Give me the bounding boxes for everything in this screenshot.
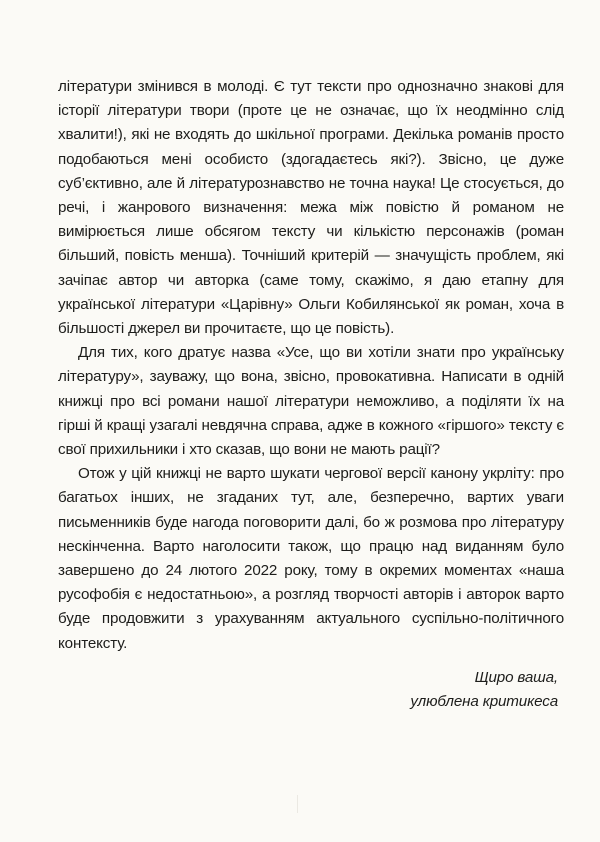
paragraph-3: Отож у цій книжці не варто шукати чергової версії канону укрліту: про багатьох інших, не згаданих тут, але, безперечно, вартих уваги письменників буде нагода поговорити далі, бо ж розмова про літературу нескінченна. Варто наголосити також, що працю над виданням було завершено до 24 лютого 2022 року, тому в окремих моментах «наша русофобія є недостатньою», а розгляд творчості авторів і авторок варто буде продовжити з урахуванням актуального суспільно-політичного контексту. bbox=[58, 465, 564, 652]
page-fold-mark bbox=[297, 795, 298, 813]
paragraph-2: Для тих, кого дратує назва «Усе, що ви хотіли знати про українську літературу», зауважу, що вона, звісно, провокативна. Написати в одній книжці про всі романи нашої літератури неможливо, а поділяти їх на гірші й кращі узагалі невдячна справа, адже в кожного «гіршого» тексту є свої прихильники і хто сказав, що вони не мають рації? bbox=[58, 344, 564, 459]
paragraph-1: літератури змінився в молоді. Є тут тексти про однозначно знакові для історії літератури твори (проте це не означає, що їх неодмінно слід хвалити!), які не входять до шкільної програми. Декілька романів просто подобаються мені особисто (здогадаєтесь які?). Звісно, це дуже суб’єктивно, але й літературознавство не точна наука! Це стосується, до речі, і жанрового визначення: межа між повістю й романом не вимірюється лише обсягом тексту чи кількістю персонажів (роман більший, повість менша). Точніший критерій — значущість проблем, які зачіпає автор чи авторка (саме тому, скажімо, я даю етапну для української літератури «Царівну» Ольги Кобилянської як роман, хоча в більшості джерел ви прочитаєте, що це повість). bbox=[58, 78, 564, 338]
signature-line-1: Щиро ваша, bbox=[474, 668, 558, 686]
author-signature bbox=[58, 666, 564, 714]
signature-line-2: улюблена критикеса bbox=[410, 692, 558, 710]
